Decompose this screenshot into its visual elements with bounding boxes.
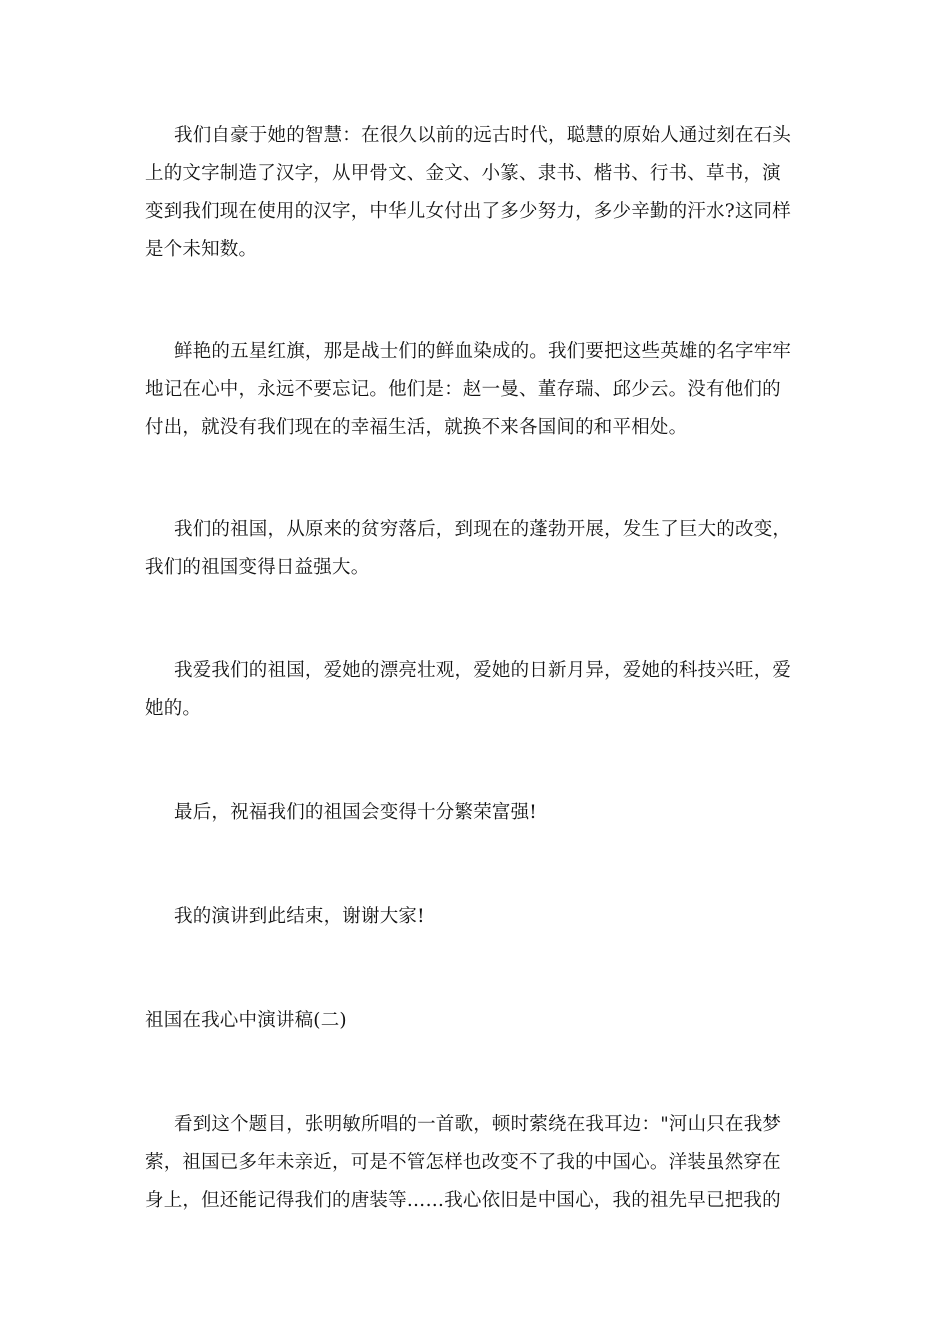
paragraph-change <box>145 511 815 587</box>
section-heading-text: 祖国在我心中演讲稿(二) <box>145 1010 347 1031</box>
paragraph-ending <box>145 898 815 936</box>
paragraph-line: 是个未知数。 <box>145 239 258 260</box>
paragraph-line: 上的文字制造了汉字，从甲骨文、金文、小篆、隶书、楷书、行书、草书，演 <box>145 163 781 184</box>
paragraph-wisdom <box>145 117 815 269</box>
paragraph-line: 我们的祖国，从原来的贫穷落后，到现在的蓬勃开展，发生了巨大的改变， <box>174 519 792 540</box>
paragraph-line: 萦，祖国已多年未亲近，可是不管怎样也改变不了我的中国心。洋装虽然穿在 <box>145 1152 781 1173</box>
paragraph-flag <box>145 333 815 447</box>
paragraph-line: 我的演讲到此结束，谢谢大家! <box>174 906 425 927</box>
paragraph-blessing <box>145 794 815 832</box>
paragraph-line: 鲜艳的五星红旗，那是战士们的鲜血染成的。我们要把这些英雄的名字牢牢 <box>174 341 792 362</box>
paragraph-line: 她的。 <box>145 698 202 719</box>
section-heading <box>145 1002 815 1040</box>
paragraph-line: 最后，祝福我们的祖国会变得十分繁荣富强! <box>174 802 537 823</box>
paragraph-line: 我爱我们的祖国，爱她的漂亮壮观，爱她的日新月异，爱她的科技兴旺，爱 <box>174 660 792 681</box>
paragraph-song <box>145 1106 815 1220</box>
paragraph-line: 付出，就没有我们现在的幸福生活，就换不来各国间的和平相处。 <box>145 417 688 438</box>
paragraph-line: 变到我们现在使用的汉字，中华儿女付出了多少努力，多少辛勤的汗水?这同样 <box>145 201 791 222</box>
paragraph-line: 身上，但还能记得我们的唐装等……我心依旧是中国心，我的祖先早已把我的 <box>145 1190 781 1211</box>
paragraph-line: 地记在心中，永远不要忘记。他们是：赵一曼、董存瑞、邱少云。没有他们的 <box>145 379 781 400</box>
paragraph-love <box>145 652 815 728</box>
paragraph-line: 我们的祖国变得日益强大。 <box>145 557 370 578</box>
paragraph-line: 看到这个题目，张明敏所唱的一首歌，顿时萦绕在我耳边："河山只在我梦 <box>174 1114 782 1135</box>
paragraph-line: 我们自豪于她的智慧：在很久以前的远古时代，聪慧的原始人通过刻在石头 <box>174 125 792 146</box>
